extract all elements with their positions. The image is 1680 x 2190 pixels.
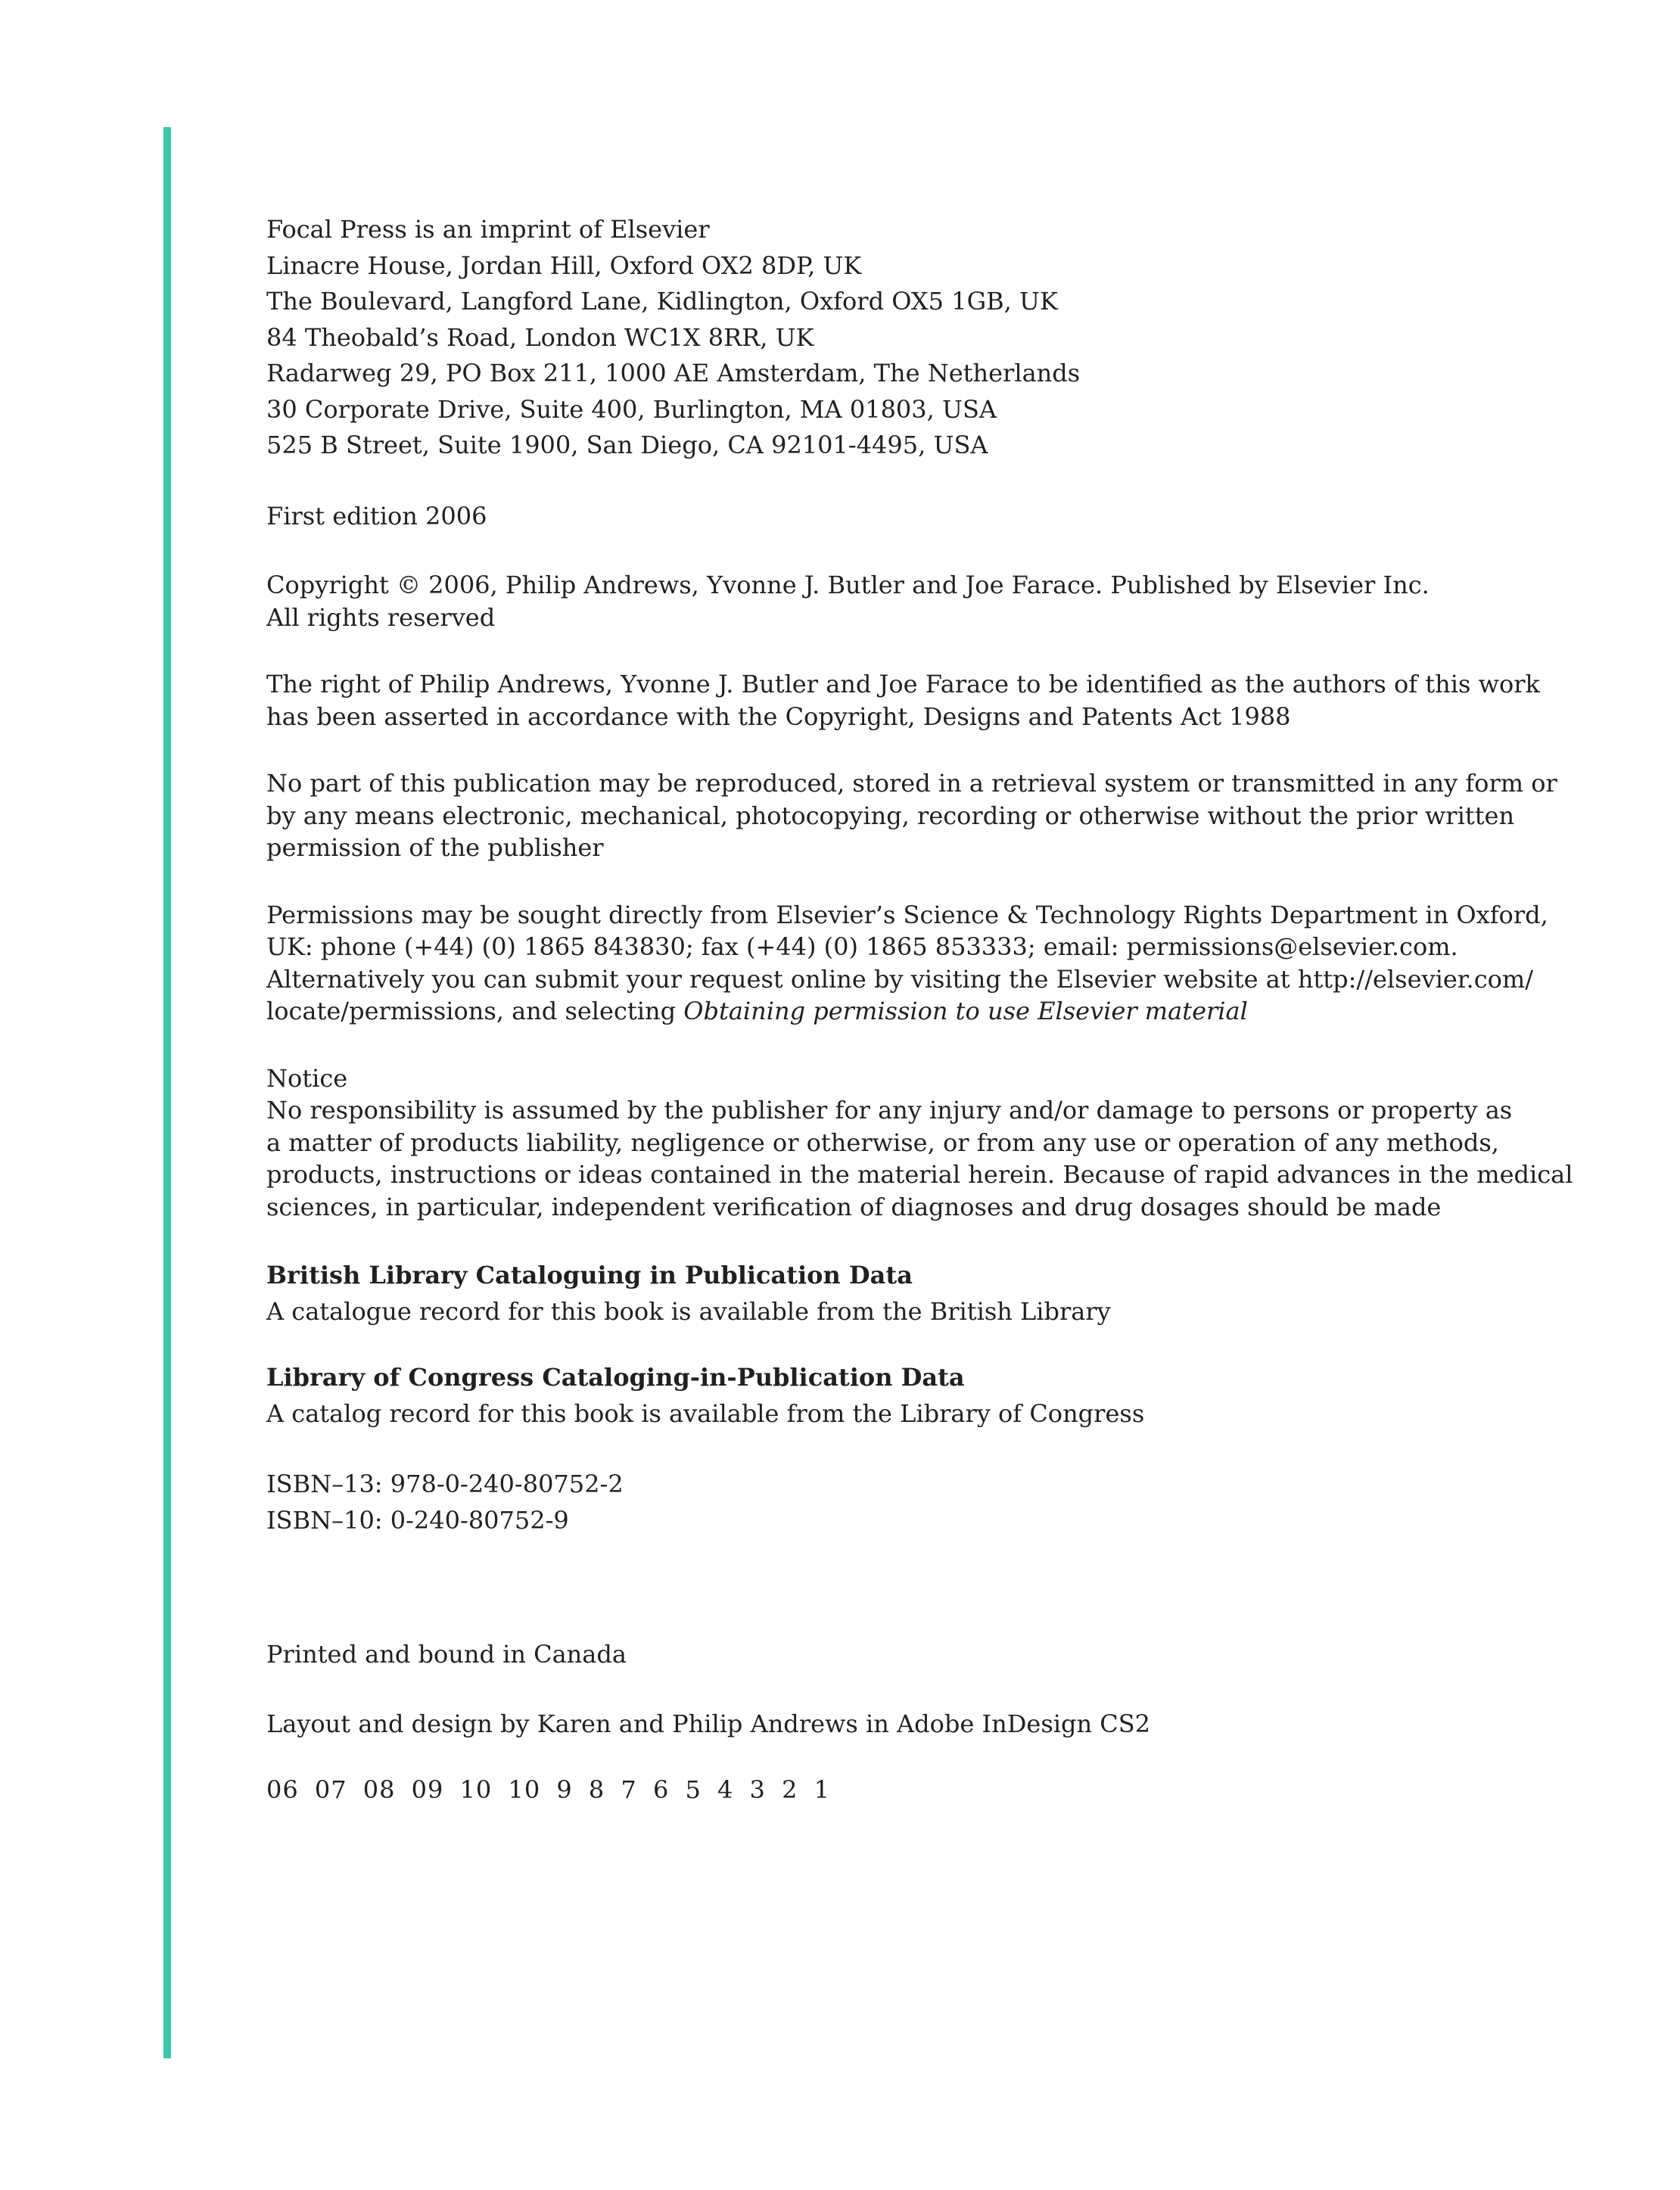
reproduction-line: by any means electronic, mechanical, photocopying, recording or otherwise without the prior written xyxy=(266,801,1515,830)
notice-line: a matter of products liability, negligence or otherwise, or from any use or operation of any methods, xyxy=(266,1128,1499,1157)
notice-line: sciences, in particular, independent verification of diagnoses and drug dosages should be made xyxy=(266,1192,1442,1221)
edition-statement: First edition 2006 xyxy=(266,501,487,530)
copyright-page xyxy=(266,212,1573,1809)
permissions-italic-title: Obtaining permission to use Elsevier material xyxy=(683,997,1248,1025)
address-line: The Boulevard, Langford Lane, Kidlington, Oxford OX5 1GB, UK xyxy=(266,287,1058,316)
permissions-prefix: locate/permissions, and selecting xyxy=(266,997,684,1025)
address-line: Radarweg 29, PO Box 211, 1000 AE Amsterdam, The Netherlands xyxy=(266,359,1081,387)
address-line: Focal Press is an imprint of Elsevier xyxy=(266,215,710,244)
reproduction-statement xyxy=(266,767,1557,864)
library-of-congress-section xyxy=(266,1360,1553,1432)
library-of-congress-text: A catalog record for this book is available from the Library of Congress xyxy=(266,1398,1145,1428)
permissions-line xyxy=(266,995,1553,1028)
notice-line: No responsibility is assumed by the publisher for any injury and/or damage to persons or property as xyxy=(266,1096,1513,1125)
notice-section xyxy=(266,1062,1573,1224)
accent-bar xyxy=(163,127,171,2058)
isbn-13: ISBN–13: 978-0-240-80752-2 xyxy=(266,1470,624,1498)
british-library-heading: British Library Cataloguing in Publication Data xyxy=(266,1261,913,1289)
library-of-congress-heading: Library of Congress Cataloging-in-Publication Data xyxy=(266,1363,965,1392)
reproduction-line: No part of this publication may be reproduced, stored in a retrieval system or transmitted in any form or xyxy=(266,769,1557,798)
british-library-section xyxy=(266,1258,1553,1330)
notice-line: products, instructions or ideas contained in the material herein. Because of rapid advances in the medical xyxy=(266,1160,1573,1189)
moral-rights-line: has been asserted in accordance with the Copyright, Designs and Patents Act 1988 xyxy=(266,701,1291,731)
publisher-addresses xyxy=(266,212,1553,464)
printed-statement: Printed and bound in Canada xyxy=(266,1640,627,1669)
copyright-statement xyxy=(266,569,1553,633)
reproduction-line: permission of the publisher xyxy=(266,833,604,862)
copyright-line: Copyright © 2006, Philip Andrews, Yvonne J. Butler and Joe Farace. Published by Elsevier Inc. xyxy=(266,571,1430,599)
permissions-line: Permissions may be sought directly from Elsevier’s Science & Technology Rights Department in Oxford, xyxy=(266,900,1548,929)
isbn-10: ISBN–10: 0-240-80752-9 xyxy=(266,1505,569,1535)
copyright-line: All rights reserved xyxy=(266,602,496,632)
permissions-statement xyxy=(266,899,1553,1028)
printing-line: 06 07 08 09 10 10 9 8 7 6 5 4 3 2 1 xyxy=(266,1775,830,1804)
moral-rights-line: The right of Philip Andrews, Yvonne J. Butler and Joe Farace to be identified as the authors of this work xyxy=(266,670,1540,698)
british-library-text: A catalogue record for this book is available from the British Library xyxy=(266,1296,1111,1326)
notice-heading: Notice xyxy=(266,1063,348,1093)
permissions-line: UK: phone (+44) (0) 1865 843830; fax (+44) (0) 1865 853333; email: permissions@elsevier.com. xyxy=(266,932,1458,961)
address-line: Linacre House, Jordan Hill, Oxford OX2 8DP, UK xyxy=(266,250,862,280)
address-line: 30 Corporate Drive, Suite 400, Burlington, MA 01803, USA xyxy=(266,394,997,424)
layout-credit: Layout and design by Karen and Philip Andrews in Adobe InDesign CS2 xyxy=(266,1709,1150,1738)
moral-rights-statement xyxy=(266,668,1553,733)
isbn-section xyxy=(266,1467,1553,1538)
address-line: 525 B Street, Suite 1900, San Diego, CA 92101-4495, USA xyxy=(266,431,988,459)
permissions-line: Alternatively you can submit your request online by visiting the Elsevier website at http://elsevier.com/ xyxy=(266,964,1534,994)
address-line: 84 Theobald’s Road, London WC1X 8RR, UK xyxy=(266,322,814,352)
